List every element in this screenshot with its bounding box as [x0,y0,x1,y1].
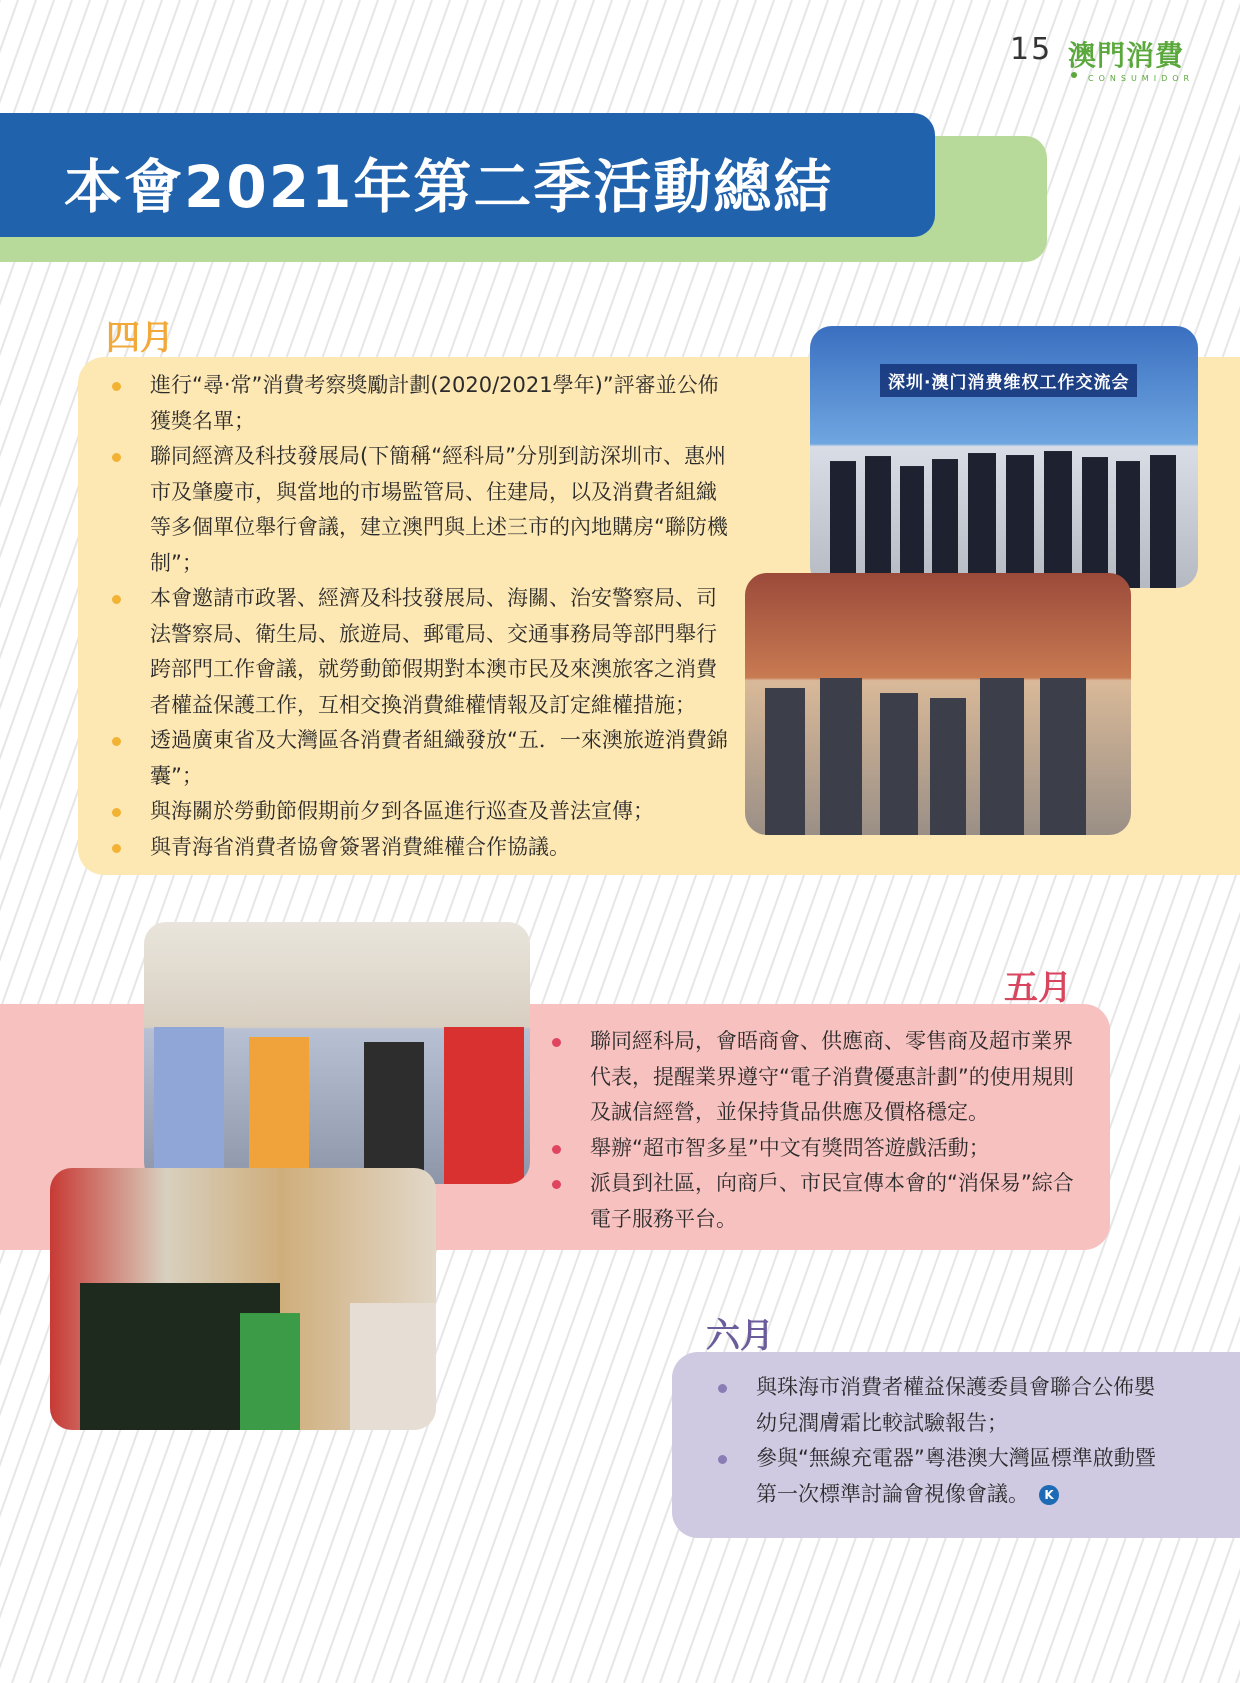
bullet-icon [552,1180,561,1189]
bullet-icon [718,1384,727,1393]
list-item: 聯同經科局，會晤商會、供應商、零售商及超市業界代表，提醒業界遵守“電子消費優惠計劃”的使用規則及誠信經營，並保持貨品供應及價格穩定。 [546,1024,1086,1131]
people-silhouettes [810,431,1198,588]
people-silhouettes [745,678,1131,835]
bullet-icon [112,844,121,853]
k-badge-icon: K [1039,1485,1059,1505]
page-title: 本會2021年第二季活動總結 [64,153,834,221]
page-number: 15 [1010,32,1053,67]
list-item: 與珠海市消費者權益保護委員會聯合公佈嬰幼兒潤膚霜比較試驗報告； [712,1370,1162,1441]
list-item: 參與“無線充電器”粵港澳大灣區標準啟動暨第一次標準討論會視像會議。 K [712,1441,1162,1512]
bullet-icon [112,737,121,746]
brand-name: 澳門消費 [1068,39,1185,72]
photo-banner-text: 深圳·澳门消费维权工作交流会 [880,364,1137,397]
list-item: 派員到社區，向商戶、市民宣傳本會的“消保易”綜合電子服務平台。 [546,1166,1086,1237]
list-item: 進行“尋‧常”消費考察獎勵計劃(2020/2021學年)”評審並公佈獲獎名單； [106,368,736,439]
brand-dot-icon [1071,72,1077,78]
bullet-icon [552,1038,561,1047]
photo-supermarket-meeting [144,922,530,1184]
photo-shenzhen-meeting [810,326,1198,588]
list-item: 聯同經濟及科技發展局(下簡稱“經科局”分別到訪深圳市、惠州市及肇慶市，與當地的市場監管局、住建局，以及消費者組織等多個單位舉行會議，建立澳門與上述三市的內地購房“聯防機制”； [106,439,736,581]
bullet-icon [718,1455,727,1464]
may-heading: 五月 [1004,968,1072,1008]
list-item: 本會邀請市政署、經濟及科技發展局、海關、治安警察局、司法警察局、衛生局、旅遊局、郵電局、交通事務局等部門舉行跨部門工作會議，就勞動節假期對本澳市民及來澳旅客之消費者權益保護工作，互相交換消費維權情報及訂定維權措施； [106,581,736,723]
list-item: 與青海省消費者協會簽署消費維權合作協議。 [106,830,736,866]
bullet-icon [112,595,121,604]
people-silhouettes [50,1273,436,1430]
photo-shop-visit [745,573,1131,835]
may-list [546,1024,1086,1237]
photo-community-promotion [50,1168,436,1430]
bullet-icon [112,453,121,462]
list-item: 透過廣東省及大灣區各消費者組織發放“五．一來澳旅遊消費錦囊”； [106,723,736,794]
april-heading: 四月 [106,318,174,358]
people-silhouettes [144,1027,530,1184]
june-heading: 六月 [706,1316,774,1356]
brand-logo [1068,34,1194,83]
list-item: 與海關於勞動節假期前夕到各區進行巡查及普法宣傳； [106,794,736,830]
list-item: 舉辦“超市智多星”中文有獎問答遊戲活動； [546,1131,1086,1167]
brand-subtitle: CONSUMIDOR [1088,74,1195,83]
bullet-icon [112,382,121,391]
bullet-icon [112,808,121,817]
june-list [712,1370,1162,1512]
bullet-icon [552,1145,561,1154]
april-list [106,368,736,865]
